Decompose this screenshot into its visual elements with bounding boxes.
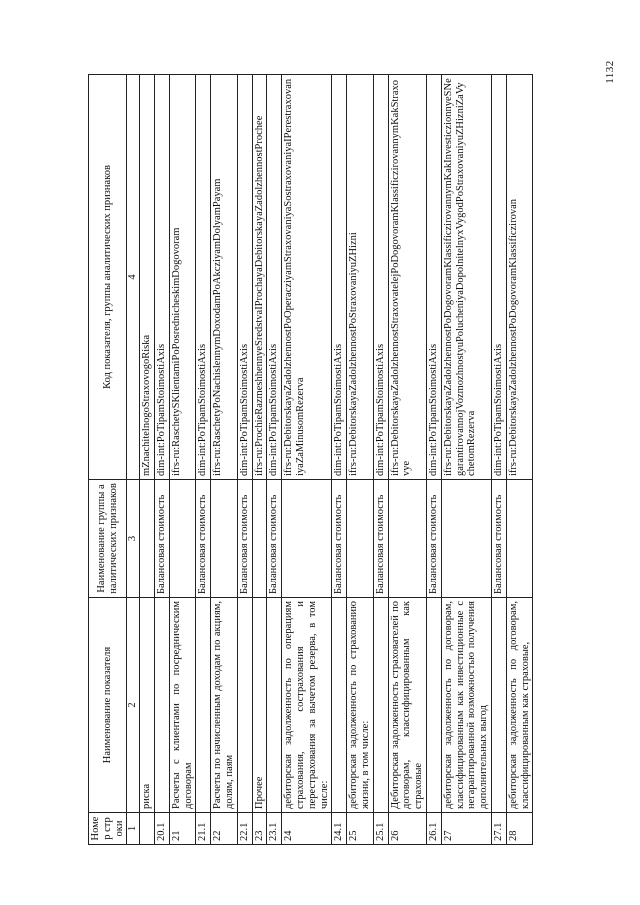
group-name-cell: Балансовая стоимость xyxy=(154,480,169,598)
indicator-name-cell: дебиторская задолженность по договорам, классифицированным как страховые, xyxy=(506,598,533,813)
indicator-name-cell: риска xyxy=(140,598,155,813)
indicator-code-cell: dim-int:PoTipamStoimostiAxis xyxy=(237,75,252,480)
indicator-code-cell: dim-int:PoTipamStoimostiAxis xyxy=(373,75,388,480)
indicator-name-cell xyxy=(237,598,252,813)
row-number-cell: 28 xyxy=(506,813,533,845)
header-indicator-code: Код показателя, группы аналитических признаков xyxy=(89,75,127,480)
row-number-cell: 27.1 xyxy=(491,813,506,845)
group-name-cell: Балансовая стоимость xyxy=(373,480,388,598)
header-group-name: Наименование группы аналитических признаков xyxy=(89,480,127,598)
column-index: 3 xyxy=(127,480,140,598)
row-number-cell: 26.1 xyxy=(426,813,441,845)
indicator-code-cell: dim-int:PoTipamStoimostiAxis xyxy=(426,75,441,480)
table-row xyxy=(282,75,332,845)
group-name-cell xyxy=(441,480,491,598)
row-number-cell: 22.1 xyxy=(237,813,252,845)
page-number: 1132 xyxy=(604,60,617,84)
indicator-code-cell: ifrs-ru:DebitorskayaZadolzhennostPoStraxovaniyuZHizni xyxy=(347,75,374,480)
table-row xyxy=(169,75,196,845)
table-row xyxy=(267,75,282,845)
indicator-table xyxy=(88,74,533,845)
header-indicator-name: Наименование показателя xyxy=(89,598,127,813)
indicator-code-cell: ifrs-ru:DebitorskayaZadolzhennostPoOperacziyamStraxovaniyaSostraxovaniyaIPerestraxovaniyaZaMinusomRezerva xyxy=(282,75,332,480)
table-body xyxy=(140,75,533,845)
row-number-cell: 26 xyxy=(388,813,426,845)
table-header xyxy=(89,75,140,845)
table-row xyxy=(388,75,426,845)
indicator-name-cell xyxy=(154,598,169,813)
table-row xyxy=(426,75,441,845)
table-row xyxy=(441,75,491,845)
row-number-cell: 25 xyxy=(347,813,374,845)
row-number-cell: 24.1 xyxy=(332,813,347,845)
indicator-code-cell: mZnachitelnogoStraxovogoRiska xyxy=(140,75,155,480)
table-row xyxy=(347,75,374,845)
group-name-cell xyxy=(252,480,267,598)
indicator-code-cell: dim-int:PoTipamStoimostiAxis xyxy=(332,75,347,480)
column-index: 2 xyxy=(127,598,140,813)
indicator-name-cell: Дебиторская задолженность страхователей по договорам, классифицированным как страховые xyxy=(388,598,426,813)
group-name-cell: Балансовая стоимость xyxy=(332,480,347,598)
group-name-cell: Балансовая стоимость xyxy=(491,480,506,598)
group-name-cell xyxy=(169,480,196,598)
indicator-name-cell xyxy=(267,598,282,813)
row-number-cell: 27 xyxy=(441,813,491,845)
group-name-cell: Балансовая стоимость xyxy=(426,480,441,598)
indicator-name-cell: дебиторская задолженность по страхованию жизни, в том числе: xyxy=(347,598,374,813)
indicator-name-cell xyxy=(196,598,211,813)
row-number-cell: 25.1 xyxy=(373,813,388,845)
table-row xyxy=(506,75,533,845)
row-number-cell: 23.1 xyxy=(267,813,282,845)
table-row xyxy=(491,75,506,845)
indicator-code-cell: ifrs-ru:DebitorskayaZadolzhennostStraxovatelejPoDogovoramKlassificzirovannymKakStraxovye xyxy=(388,75,426,480)
row-number-cell: 21 xyxy=(169,813,196,845)
column-index-row xyxy=(127,75,140,845)
header-row-number: Номер строки xyxy=(89,813,127,845)
row-number-cell: 23 xyxy=(252,813,267,845)
indicator-code-cell: dim-int:PoTipamStoimostiAxis xyxy=(154,75,169,480)
column-index: 4 xyxy=(127,75,140,480)
table-row xyxy=(154,75,169,845)
row-number-cell: 20.1 xyxy=(154,813,169,845)
row-number-cell: 22 xyxy=(211,813,238,845)
indicator-code-cell: ifrs-ru:DebitorskayaZadolzhennostPoDogovoramKlassificzirovannymKakInvesticzionnyeSNegarantirovannojVozmozhnostyuPolucheniyaDopolnitelnyxVygodPoStraxovaniyuZHizniZaVychetomRezerva xyxy=(441,75,491,480)
group-name-cell: Балансовая стоимость xyxy=(196,480,211,598)
indicator-name-cell xyxy=(332,598,347,813)
indicator-name-cell: дебиторская задолженность по договорам, классифицированным как инвестиционные с негарантированной возможностью получения дополнительных выгод xyxy=(441,598,491,813)
row-number-cell xyxy=(140,813,155,845)
table-row xyxy=(332,75,347,845)
group-name-cell xyxy=(211,480,238,598)
indicator-code-cell: ifrs-ru:DebitorskayaZadolzhennostPoDogovoramKlassificzirovan xyxy=(506,75,533,480)
indicator-name-cell: Расчеты по начисленным доходам по акциям, долям, паям xyxy=(211,598,238,813)
indicator-code-cell: ifrs-ru:RaschetySKlientamiPoPosrednicheskimDogovoram xyxy=(169,75,196,480)
group-name-cell: Балансовая стоимость xyxy=(237,480,252,598)
rotated-page-content xyxy=(88,75,600,845)
table-row xyxy=(211,75,238,845)
table-row xyxy=(196,75,211,845)
group-name-cell xyxy=(282,480,332,598)
indicator-code-cell: ifrs-ru:ProchieRazmeshhennyeSredstvaIProchayaDebitorskayaZadolzhennostProchee xyxy=(252,75,267,480)
table-row xyxy=(237,75,252,845)
row-number-cell: 21.1 xyxy=(196,813,211,845)
indicator-code-cell: dim-int:PoTipamStoimostiAxis xyxy=(196,75,211,480)
indicator-name-cell xyxy=(491,598,506,813)
table-row xyxy=(140,75,155,845)
table-row xyxy=(252,75,267,845)
group-name-cell xyxy=(347,480,374,598)
table-row xyxy=(373,75,388,845)
indicator-code-cell: dim-int:PoTipamStoimostiAxis xyxy=(267,75,282,480)
indicator-name-cell xyxy=(426,598,441,813)
column-index: 1 xyxy=(127,813,140,845)
indicator-name-cell: Прочее xyxy=(252,598,267,813)
indicator-name-cell: дебиторская задолженность по операциям страхования, сострахования и перестрахования за вычетом резерва, в том числе: xyxy=(282,598,332,813)
group-name-cell xyxy=(388,480,426,598)
indicator-name-cell: Расчеты с клиентами по посредническим договорам xyxy=(169,598,196,813)
row-number-cell: 24 xyxy=(282,813,332,845)
indicator-code-cell: dim-int:PoTipamStoimostiAxis xyxy=(491,75,506,480)
indicator-name-cell xyxy=(373,598,388,813)
group-name-cell: Балансовая стоимость xyxy=(267,480,282,598)
group-name-cell xyxy=(140,480,155,598)
indicator-code-cell: ifrs-ru:RaschetyPoNachislennymDoxodamPoAkcziyamDolyamPayam xyxy=(211,75,238,480)
group-name-cell xyxy=(506,480,533,598)
